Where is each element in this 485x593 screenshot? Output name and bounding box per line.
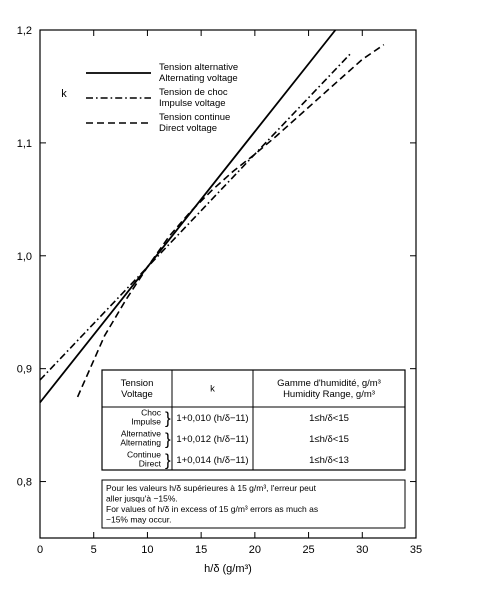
- legend-label-fr: Tension de choc: [159, 87, 228, 98]
- x-tick-label: 0: [36, 544, 44, 556]
- table-voltage-cell: Impulse: [131, 416, 161, 427]
- table-header-cell: Tension: [120, 378, 154, 389]
- series-lines: [40, 30, 384, 403]
- note-line: aller jusqu'à −15%.: [106, 493, 178, 504]
- legend-label-en: Alternating voltage: [159, 73, 238, 84]
- legend-label-fr: Tension continue: [159, 112, 231, 123]
- note-line: Pour les valeurs h/δ supérieures à 15 g/m³, l'erreur peut: [106, 483, 316, 493]
- formula-table: [102, 370, 405, 470]
- legend: [86, 62, 238, 134]
- y-axis-label: k: [61, 88, 67, 100]
- table-voltage-cell: Alternating: [120, 437, 161, 448]
- table-header-cell: Gamme d'humidité, g/m³: [277, 378, 381, 389]
- table-brace: }: [165, 450, 171, 470]
- x-tick-label: 5: [90, 544, 97, 556]
- table-voltage-cell: Choc: [141, 407, 161, 418]
- y-tick-label: 1,2: [16, 25, 32, 37]
- table-formula-cell: 1+0,012 (h/δ−11): [176, 434, 249, 445]
- series-line-0: [40, 30, 335, 403]
- x-tick-label: 20: [248, 544, 261, 556]
- y-tick-label: 0,8: [16, 476, 32, 489]
- table-range-cell: 1≤h/δ<13: [309, 455, 349, 466]
- y-tick-label: 0,9: [16, 363, 32, 376]
- x-tick-label: 30: [356, 544, 369, 556]
- table-formula-cell: 1+0,010 (h/δ−11): [176, 413, 249, 424]
- table-note: [102, 480, 405, 528]
- x-tick-label: 25: [302, 544, 315, 556]
- table-brace: }: [165, 408, 171, 428]
- note-line: −15% may occur.: [106, 514, 172, 525]
- x-tick-label: 35: [409, 544, 423, 556]
- table-formula-cell: 1+0,014 (h/δ−11): [176, 455, 249, 466]
- table-voltage-cell: Alternative: [120, 428, 161, 439]
- x-axis-label: h/δ (g/m³): [204, 563, 252, 575]
- table-voltage-cell: Direct: [138, 458, 161, 469]
- table-voltage-cell: Continue: [126, 449, 161, 460]
- note-line: For values of h/δ in excess of 15 g/m³ errors as much as: [106, 504, 319, 514]
- x-tick-label: 10: [141, 544, 154, 556]
- legend-label-en: Direct voltage: [159, 123, 218, 134]
- y-tick-label: 1,0: [16, 250, 32, 263]
- table-range-cell: 1≤h/δ<15: [309, 434, 349, 445]
- table-range-cell: 1≤h/δ<15: [309, 413, 349, 424]
- table-header-cell: k: [210, 383, 215, 395]
- table-header-cell: Humidity Range, g/m³: [283, 389, 375, 400]
- legend-label-en: Impulse voltage: [159, 98, 226, 109]
- table-header-cell: Voltage: [121, 389, 153, 400]
- x-tick-label: 15: [195, 544, 208, 556]
- series-line-2: [78, 45, 384, 397]
- table-brace: }: [165, 429, 171, 449]
- y-tick-label: 1,1: [16, 137, 32, 150]
- legend-label-fr: Tension alternative: [159, 62, 239, 73]
